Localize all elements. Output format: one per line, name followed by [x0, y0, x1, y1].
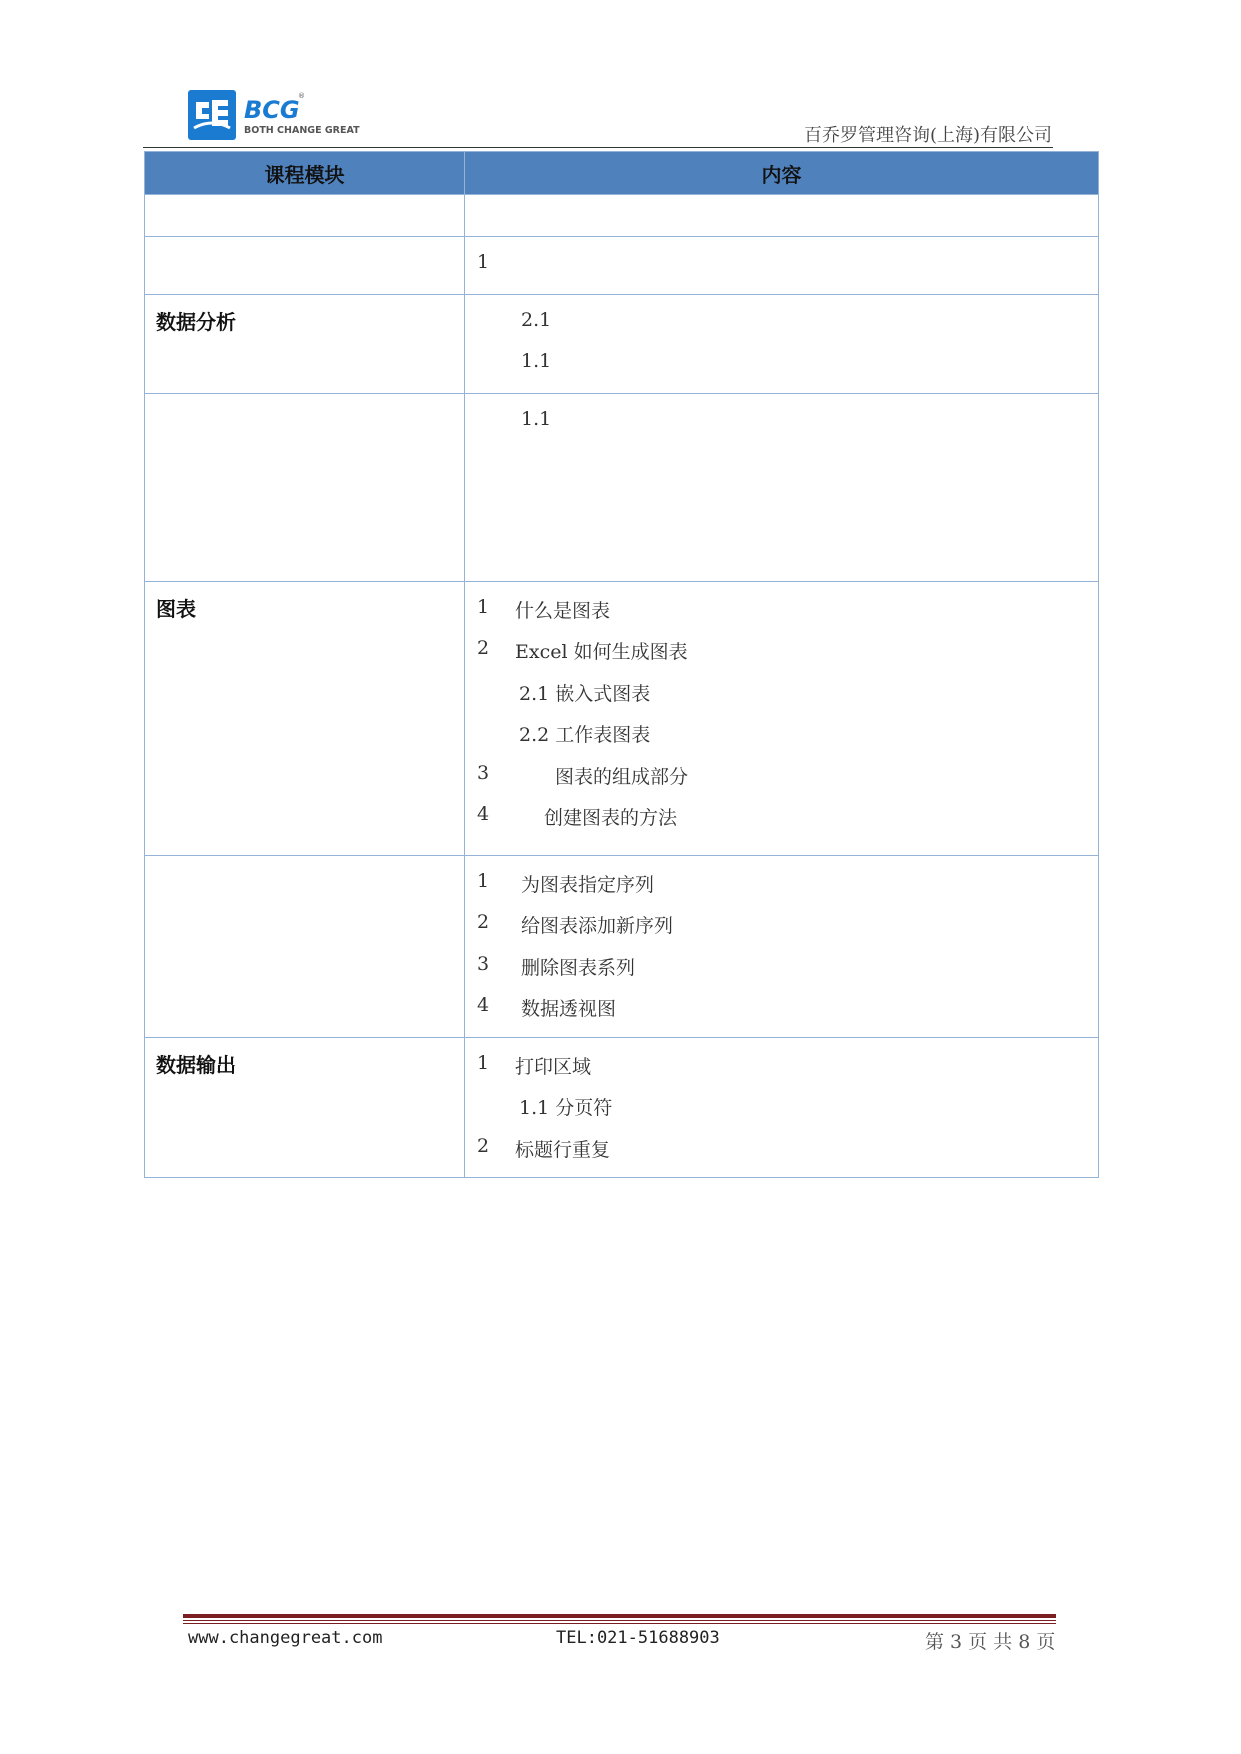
table-row [145, 1037, 1099, 1178]
table-body [145, 195, 1099, 1178]
header-module: 课程模块 [145, 152, 465, 195]
item-number: 1 [477, 595, 490, 618]
content-line [465, 246, 1098, 288]
content-line [465, 1130, 1098, 1172]
item-number: 2 [477, 911, 490, 933]
module-cell: 数据输出 [145, 1037, 465, 1178]
item-text: 删除图表系列 [521, 956, 636, 979]
module-cell [145, 855, 465, 1037]
item-number: 2 [477, 637, 490, 659]
content-line [465, 674, 1098, 716]
content-line [465, 989, 1098, 1031]
course-table [144, 151, 1099, 1178]
footer-page-number: 第 3 页 共 8 页 [925, 1631, 1056, 1653]
item-text: 2.1 嵌入式图表 [519, 682, 651, 705]
content-line [465, 304, 1098, 346]
footer-rule-thin [183, 1620, 1056, 1621]
logo-subtext: BOTH CHANGE GREAT [244, 125, 360, 136]
content-cell [465, 195, 1099, 237]
module-cell: 图表 [145, 581, 465, 855]
item-number: 3 [477, 952, 490, 975]
item-text: 数据透视图 [521, 998, 617, 1020]
footer-website: www.changegreat.com [188, 1628, 383, 1648]
content-cell [465, 581, 1099, 855]
item-text: 1.1 [521, 350, 552, 372]
footer-tel: TEL:021-51688903 [556, 1628, 720, 1648]
module-cell [145, 195, 465, 237]
footer-rule-thin [183, 1623, 1056, 1624]
content-line [465, 1047, 1098, 1089]
item-number: 4 [477, 994, 490, 1016]
content-cell [465, 1037, 1099, 1178]
content-line [465, 906, 1098, 948]
content-cell [465, 237, 1099, 295]
item-number: 1 [477, 1051, 490, 1074]
bcg-logo [188, 88, 378, 142]
item-text: 标题行重复 [515, 1138, 611, 1161]
item-text: 为图表指定序列 [521, 873, 655, 896]
table-row [145, 581, 1099, 855]
logo-registered-mark: ® [298, 92, 305, 100]
item-text: 创建图表的方法 [544, 807, 678, 829]
table-row [145, 237, 1099, 295]
table-row [145, 393, 1099, 581]
item-text: 打印区域 [515, 1055, 592, 1078]
item-text: 1.1 [521, 407, 552, 430]
content-cell [465, 855, 1099, 1037]
module-cell [145, 393, 465, 581]
content-line [465, 798, 1098, 840]
item-text: Excel 如何生成图表 [515, 641, 688, 663]
item-text: 1.1 分页符 [519, 1097, 613, 1119]
item-text: 2.2 工作表图表 [519, 724, 651, 746]
table-row [145, 195, 1099, 237]
item-number: 1 [477, 251, 490, 273]
module-cell [145, 237, 465, 295]
content-line [465, 345, 1098, 387]
item-number: 4 [477, 803, 490, 825]
content-line [465, 1088, 1098, 1130]
module-cell: 数据分析 [145, 294, 465, 393]
item-text: 什么是图表 [515, 599, 611, 622]
content-cell [465, 393, 1099, 581]
header-content: 内容 [465, 152, 1099, 195]
footer-rule [183, 1614, 1056, 1618]
table-row [145, 855, 1099, 1037]
item-number: 2 [477, 1134, 490, 1157]
item-number: 1 [477, 869, 490, 892]
content-line [465, 757, 1098, 799]
content-line [465, 632, 1098, 674]
item-text: 2.1 [521, 308, 552, 331]
item-number: 3 [477, 761, 490, 784]
table-header-row [145, 152, 1099, 195]
content-line [465, 715, 1098, 757]
item-text: 给图表添加新序列 [521, 915, 674, 937]
content-line [465, 403, 1098, 445]
content-line [465, 865, 1098, 907]
page-header [0, 0, 1241, 160]
company-name: 百乔罗管理咨询(上海)有限公司 [803, 125, 1052, 146]
content-line [465, 948, 1098, 990]
content-line [465, 591, 1098, 633]
header-divider [143, 147, 1053, 148]
item-text: 图表的组成部分 [555, 765, 689, 788]
logo-text: BCG [244, 96, 300, 124]
table-row [145, 294, 1099, 393]
content-cell [465, 294, 1099, 393]
